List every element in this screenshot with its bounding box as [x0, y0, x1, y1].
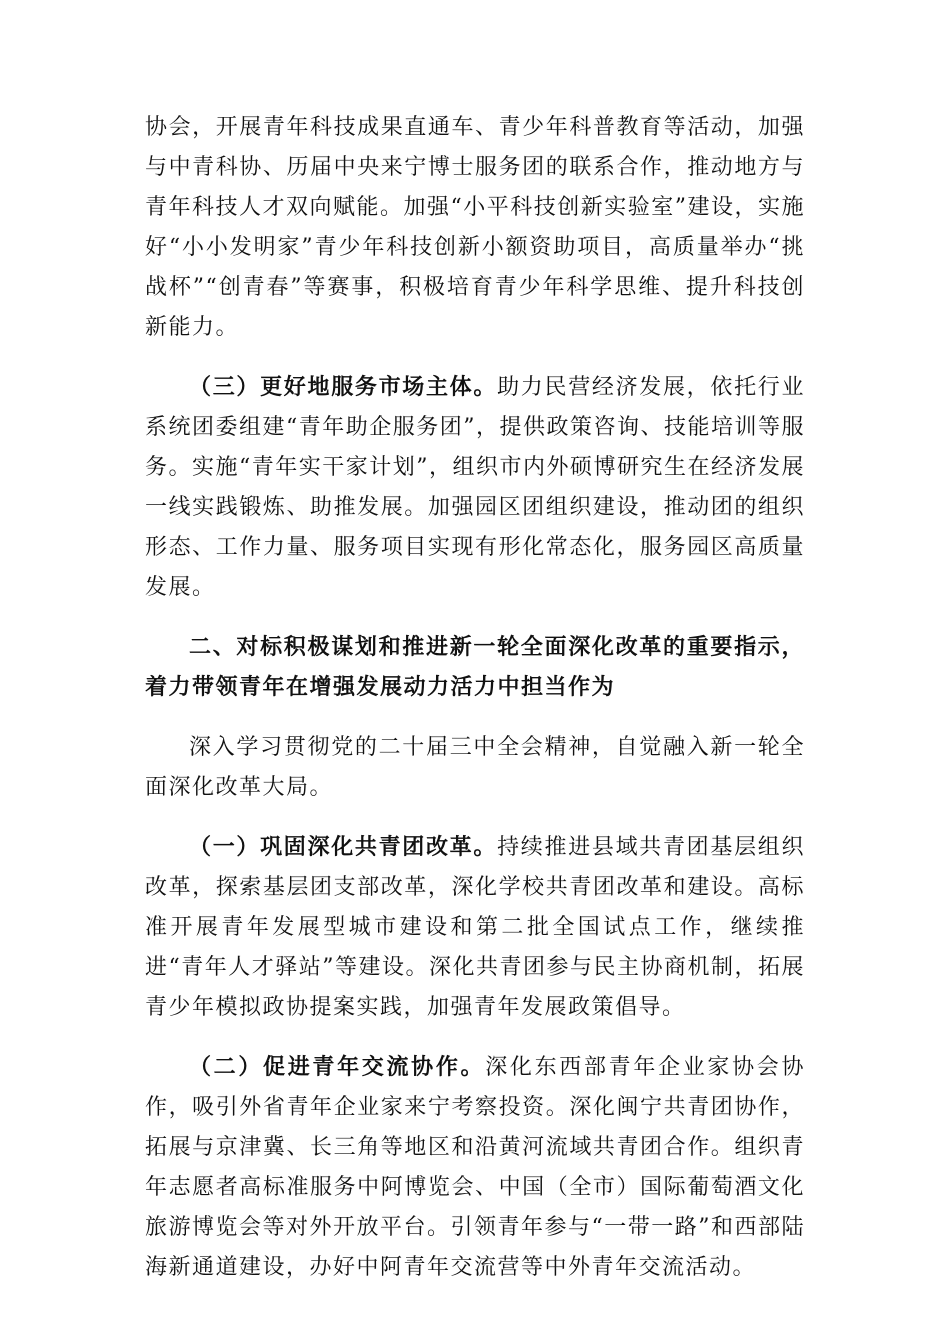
paragraph-lead: （二）促进青年交流协作。 — [189, 1055, 486, 1080]
paragraph-text: 持续推进县域共青团基层组织改革，探索基层团支部改革，深化学校共青团改革和建设。高标准开展青年发展型城市建设和第二批全国试点工作，继续推进“青年人才驿站”等建设。深化共青团参与民主协商机制，拓展青少年模拟政协提案实践，加强青年发展政策倡导。 — [145, 835, 805, 1020]
paragraph-text: 助力民营经济发展，依托行业系统团委组建“青年助企服务团”，提供政策咨询、技能培训等服务。实施“青年实干家计划”，组织市内外硕博研究生在经济发展一线实践锻炼、助推发展。加强园区团组织建设，推动团的组织形态、工作力量、服务项目实现有形化常态化，服务园区高质量发展。 — [145, 375, 805, 600]
paragraph-lead: （三）更好地服务市场主体。 — [189, 375, 498, 400]
paragraph-text: 深入学习贯彻党的二十届三中全会精神，自觉融入新一轮全面深化改革大局。 — [145, 735, 805, 800]
paragraph-text: 协会，开展青年科技成果直通车、青少年科普教育等活动，加强与中青科协、历届中央来宁博士服务团的联系合作，推动地方与青年科技人才双向赋能。加强“小平科技创新实验室”建设，实施好“小小发明家”青少年科技创新小额资助项目，高质量举办“挑战杯”“创青春”等赛事，积极培育青少年科学思维、提升科技创新能力。 — [145, 115, 805, 340]
paragraph-exchange — [145, 1048, 805, 1288]
paragraph-intro — [145, 728, 805, 808]
paragraph-reform — [145, 828, 805, 1028]
paragraph-continuation — [145, 108, 805, 348]
paragraph-lead: （一）巩固深化共青团改革。 — [189, 835, 498, 860]
paragraph-text: 深化东西部青年企业家协会协作，吸引外省青年企业家来宁考察投资。深化闽宁共青团协作，拓展与京津冀、长三角等地区和沿黄河流域共青团合作。组织青年志愿者高标准服务中阿博览会、中国（全市）国际葡萄酒文化旅游博览会等对外开放平台。引领青年参与“一带一路”和西部陆海新通道建设，办好中阿青年交流营等中外青年交流活动。 — [145, 1055, 805, 1280]
paragraph-market-service — [145, 368, 805, 608]
section-heading: 二、对标积极谋划和推进新一轮全面深化改革的重要指示，着力带领青年在增强发展动力活力中担当作为 — [145, 635, 805, 700]
document-page — [145, 108, 805, 1308]
